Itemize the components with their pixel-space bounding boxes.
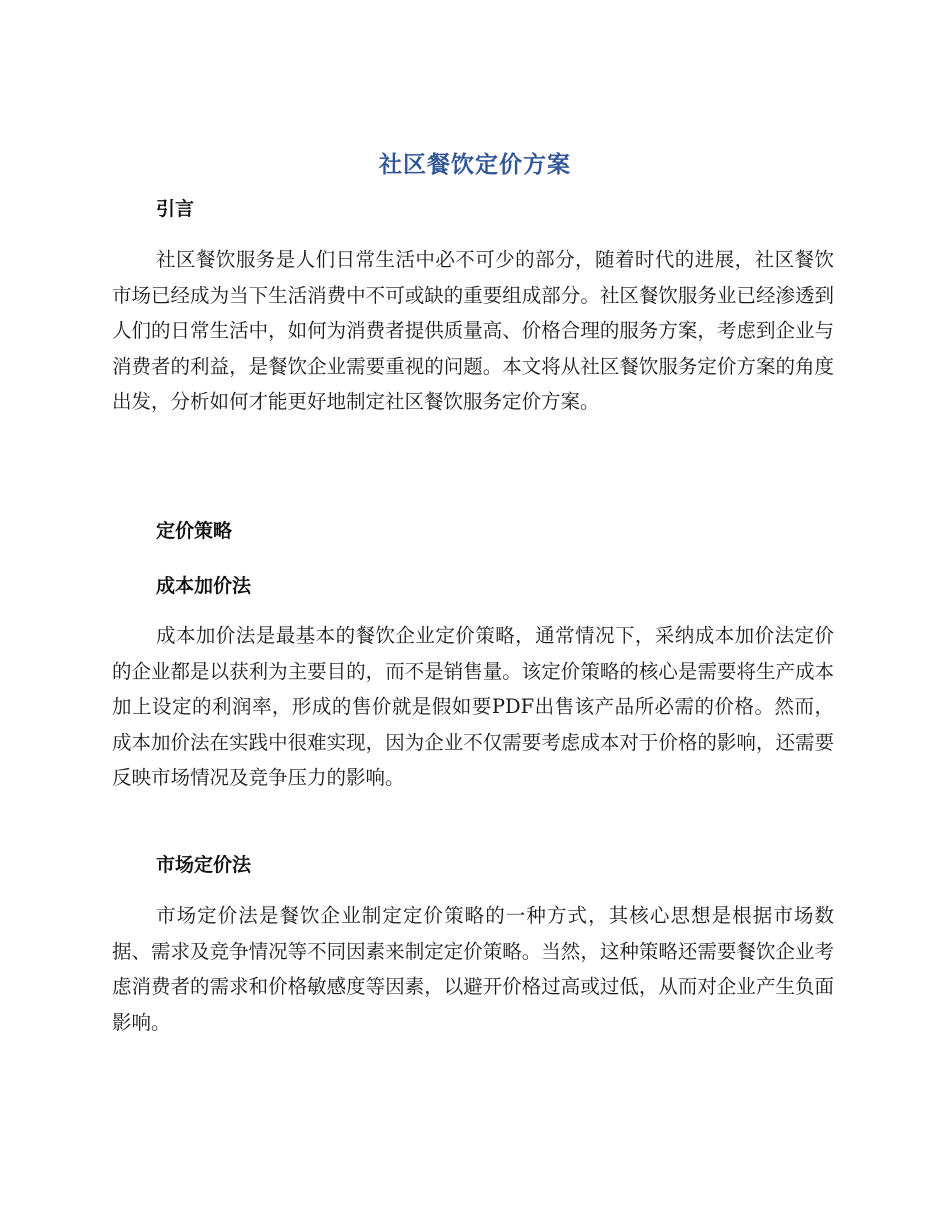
section-heading-market-pricing: 市场定价法 — [156, 854, 252, 876]
paragraph-intro: 社区餐饮服务是人们日常生活中必不可少的部分，随着时代的进展，社区餐饮市场已经成为当下生活消费中不可或缺的重要组成部分。社区餐饮服务业已经渗透到人们的日常生活中，如何为消费者提供质量高、价格合理的服务方案，考虑到企业与消费者的利益，是餐饮企业需要重视的问题。本文将从社区餐饮服务定价方案的角度出发，分析如何才能更好地制定社区餐饮服务定价方案。 — [112, 248, 834, 413]
section-heading-cost-plus: 成本加价法 — [156, 575, 252, 597]
document-title: 社区餐饮定价方案 — [379, 152, 571, 178]
paragraph-cost-plus: 成本加价法是最基本的餐饮企业定价策略，通常情况下，采纳成本加价法定价的企业都是以获利为主要目的，而不是销售量。该定价策略的核心是需要将生产成本加上设定的利润率，形成的售价就是假如要PDF出售该产品所必需的价格。然而，成本加价法在实践中很难实现，因为企业不仅需要考虑成本对于价格的影响，还需要反映市场情况及竞争压力的影响。 — [112, 624, 834, 789]
section-heading-pricing-strategy: 定价策略 — [156, 520, 233, 542]
paragraph-market-pricing: 市场定价法是餐饮企业制定定价策略的一种方式，其核心思想是根据市场数据、需求及竞争情况等不同因素来制定定价策略。当然，这种策略还需要餐饮企业考虑消费者的需求和价格敏感度等因素，以避开价格过高或过低，从而对企业产生负面影响。 — [112, 904, 834, 1034]
section-heading-intro: 引言 — [156, 198, 195, 220]
